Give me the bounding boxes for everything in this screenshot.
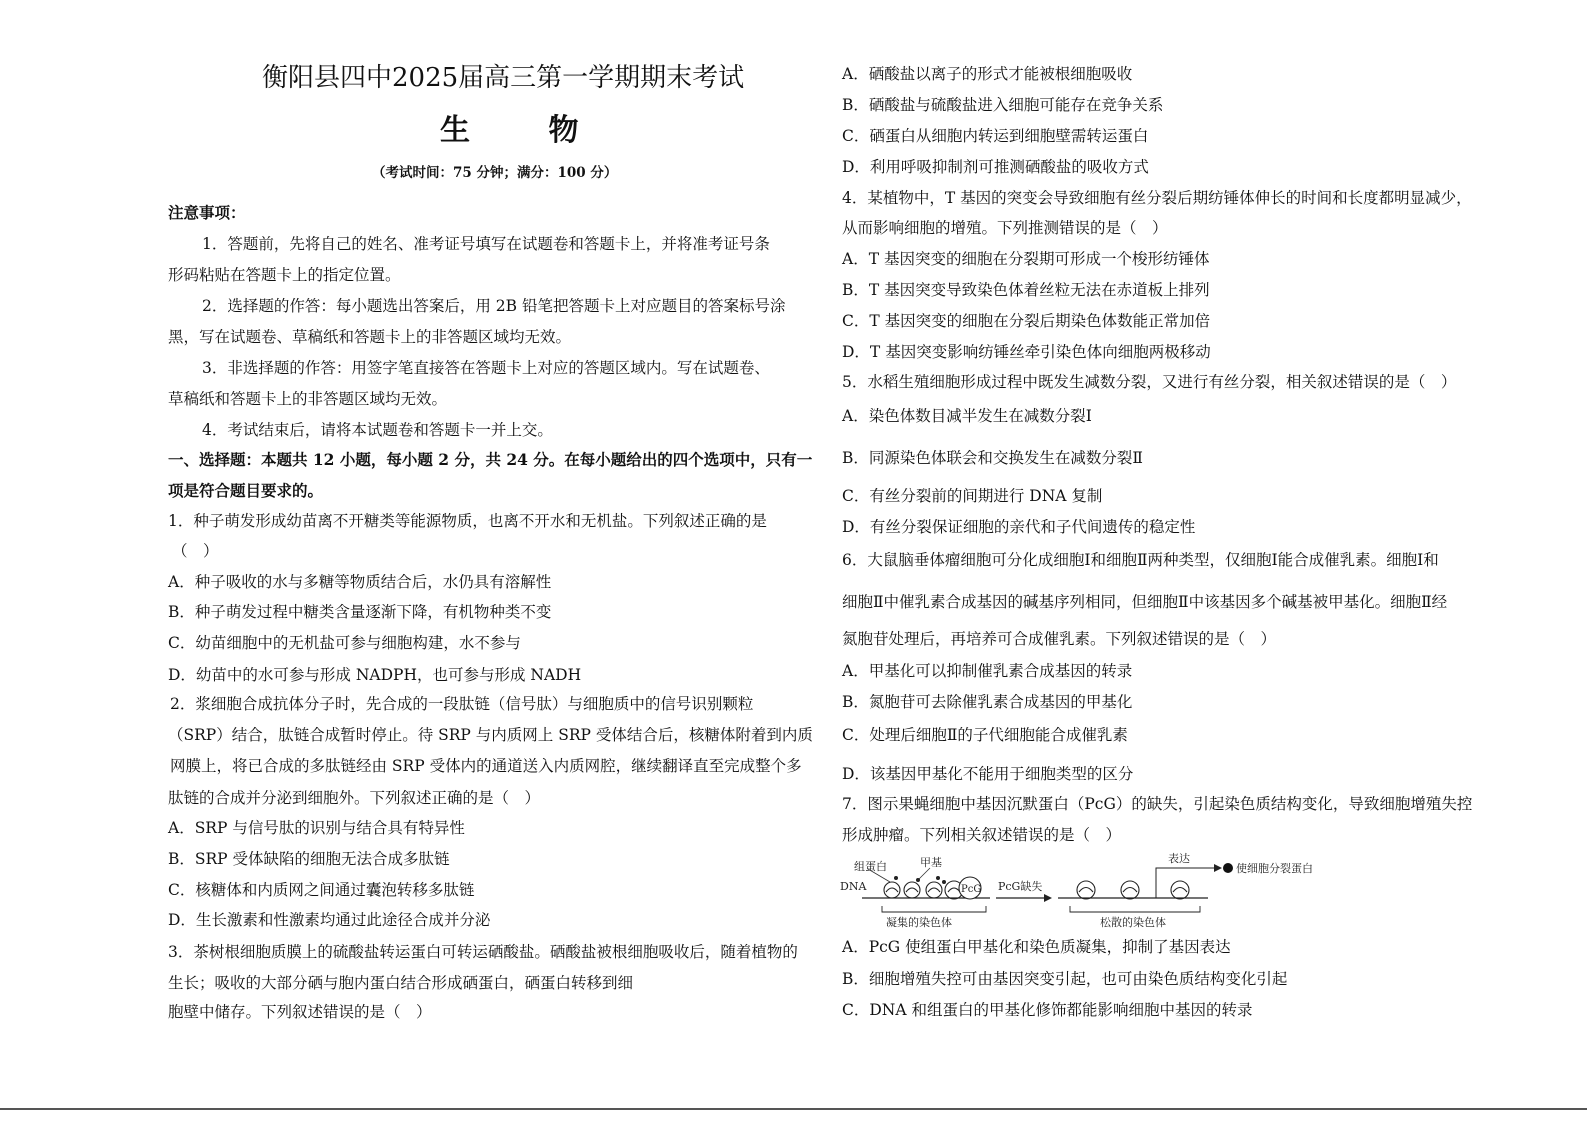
q2-stem-cont: 网膜上，将已合成的多肽链经由 SRP 受体内的通道送入内质网腔，继续翻译直至完成整个多: [170, 757, 802, 775]
exam-title: 衡阳县四中2025届高三第一学期期末考试: [262, 63, 745, 93]
notes-line: 黑，写在试题卷、草稿纸和答题卡上的非答题区域均无效。: [168, 328, 572, 346]
subject-title: 生 物: [440, 113, 613, 148]
q2-option-b: B．SRP 受体缺陷的细胞无法合成多肽链: [168, 850, 450, 868]
q3-option-d: D．利用呼吸抑制剂可推测硒酸盐的吸收方式: [842, 158, 1149, 176]
notes-line: 4．考试结束后，请将本试题卷和答题卡一并上交。: [202, 421, 553, 439]
q7-option-b: B．细胞增殖失控可由基因突变引起，也可由染色质结构变化引起: [842, 970, 1288, 988]
q7-option-a: A．PcG 使组蛋白甲基化和染色质凝集，抑制了基因表达: [842, 938, 1231, 956]
q7-stem-cont: 形成肿瘤。下列相关叙述错误的是（ ）: [842, 826, 1122, 844]
q5-option-c: C．有丝分裂前的间期进行 DNA 复制: [842, 487, 1103, 505]
q5-option-d: D．有丝分裂保证细胞的亲代和子代间遗传的稳定性: [842, 518, 1196, 536]
section-heading: 一、选择题：本题共 12 小题，每小题 2 分，共 24 分。在每小题给出的四个选项中，只有一: [168, 450, 813, 469]
q1-stem: 1．种子萌发形成幼苗离不开糖类等能源物质，也离不开水和无机盐。下列叙述正确的是: [168, 512, 767, 530]
q6-option-d: D．该基因甲基化不能用于细胞类型的区分: [842, 765, 1134, 783]
q3-option-c: C．硒蛋白从细胞内转运到细胞壁需转运蛋白: [842, 127, 1149, 145]
notes-line: 3．非选择题的作答：用签字笔直接答在答题卡上对应的答题区域内。写在试题卷、: [202, 359, 770, 377]
q3-stem-cont: 生长；吸收的大部分硒与胞内蛋白结合形成硒蛋白，硒蛋白转移到细: [168, 974, 634, 992]
fig-label-arrow: PcG缺失: [998, 880, 1043, 893]
fig-label-product: 使细胞分裂蛋白: [1236, 862, 1313, 875]
q1-stem-cont: （ ）: [172, 542, 219, 560]
q4-stem: 4．某植物中，T 基因的突变会导致细胞有丝分裂后期纺锤体伸长的时间和长度都明显减少，: [842, 189, 1472, 207]
q2-option-c: C．核糖体和内质网之间通过囊泡转移多肽链: [168, 881, 475, 899]
fig-label-histone: 组蛋白: [854, 860, 887, 873]
q6-stem-cont: 氮胞苷处理后，再培养可合成催乳素。下列叙述错误的是（ ）: [842, 630, 1277, 648]
q5-option-b: B．同源染色体联会和交换发生在减数分裂Ⅱ: [842, 449, 1143, 467]
q6-stem-cont: 细胞Ⅱ中催乳素合成基因的碱基序列相同，但细胞Ⅱ中该基因多个碱基被甲基化。细胞Ⅱ经: [842, 593, 1448, 611]
q4-option-a: A．T 基因突变的细胞在分裂期可形成一个梭形纺锤体: [842, 250, 1210, 268]
q6-option-b: B．氮胞苷可去除催乳素合成基因的甲基化: [842, 693, 1133, 711]
q2-option-a: A．SRP 与信号肽的识别与结合具有特异性: [168, 819, 465, 837]
fig-label-methyl: 甲基: [920, 856, 942, 869]
q2-stem-cont: （SRP）结合，肽链合成暂时停止。待 SRP 与内质网上 SRP 受体结合后，核糖体附着到内质: [168, 726, 813, 744]
q6-option-c: C．处理后细胞Ⅱ的子代细胞能合成催乳素: [842, 726, 1128, 744]
notes-heading: 注意事项：: [168, 203, 246, 222]
q4-option-c: C．T 基因突变的细胞在分裂后期染色体数能正常加倍: [842, 312, 1211, 330]
q1-option-a: A．种子吸收的水与多糖等物质结合后，水仍具有溶解性: [168, 573, 552, 591]
q4-option-b: B．T 基因突变导致染色体着丝粒无法在赤道板上排列: [842, 281, 1210, 299]
q2-stem: 2．浆细胞合成抗体分子时，先合成的一段肽链（信号肽）与细胞质中的信号识别颗粒: [170, 695, 754, 713]
q1-option-c: C．幼苗细胞中的无机盐可参与细胞构建，水不参与: [168, 634, 521, 652]
notes-line: 2．选择题的作答：每小题选出答案后，用 2B 铅笔把答题卡上对应题目的答案标号涂: [202, 297, 786, 315]
q2-option-d: D．生长激素和性激素均通过此途径合成并分泌: [168, 911, 491, 929]
fig-label-expression: 表达: [1168, 852, 1190, 865]
q5-stem: 5．水稻生殖细胞形成过程中既发生减数分裂，又进行有丝分裂，相关叙述错误的是（ ）: [842, 373, 1457, 391]
q3-stem-cont: 胞壁中储存。下列叙述错误的是（ ）: [168, 1003, 432, 1021]
q3-option-a: A．硒酸盐以离子的形式才能被根细胞吸收: [842, 65, 1133, 83]
q4-option-d: D．T 基因突变影响纺锤丝牵引染色体向细胞两极移动: [842, 343, 1211, 361]
notes-line: 1．答题前，先将自己的姓名、准考证号填写在试题卷和答题卡上，并将准考证号条: [202, 235, 770, 253]
chromatin-figure: [838, 852, 1328, 932]
fig-label-pcg: PcG: [961, 884, 982, 895]
section-heading-cont: 项是符合题目要求的。: [168, 481, 324, 500]
notes-line: 形码粘贴在答题卡上的指定位置。: [168, 266, 401, 284]
q2-stem-cont: 肽链的合成并分泌到细胞外。下列叙述正确的是（ ）: [168, 789, 541, 807]
fig-label-dna: DNA: [840, 880, 867, 893]
fig-label-condensed: 凝集的染色体: [886, 916, 952, 929]
q6-option-a: A．甲基化可以抑制催乳素合成基因的转录: [842, 662, 1133, 680]
nucleosome-loose-icon: [1077, 881, 1189, 899]
q3-stem: 3．茶树根细胞质膜上的硫酸盐转运蛋白可转运硒酸盐。硒酸盐被根细胞吸收后，随着植物的: [168, 943, 798, 961]
q1-option-b: B．种子萌发过程中糖类含量逐渐下降，有机物种类不变: [168, 603, 552, 621]
protein-dot-icon: [1223, 863, 1233, 873]
bottom-rule: [0, 1108, 1587, 1110]
arrow-right-icon: [1044, 894, 1052, 902]
q4-stem-cont: 从而影响细胞的增殖。下列推测错误的是（ ）: [842, 219, 1168, 237]
q7-stem: 7．图示果蝇细胞中基因沉默蛋白（PcG）的缺失，引起染色质结构变化，导致细胞增殖失控: [842, 795, 1473, 813]
q6-stem: 6．大鼠脑垂体瘤细胞可分化成细胞Ⅰ和细胞Ⅱ两种类型，仅细胞Ⅰ能合成催乳素。细胞Ⅰ和: [842, 551, 1439, 569]
fig-label-loose: 松散的染色体: [1100, 916, 1166, 929]
q3-option-b: B．硒酸盐与硫酸盐进入细胞可能存在竞争关系: [842, 96, 1164, 114]
q5-option-a: A．染色体数目减半发生在减数分裂Ⅰ: [842, 407, 1092, 425]
nucleosome-icon: [884, 881, 963, 899]
q1-option-d: D．幼苗中的水可参与形成 NADPH，也可参与形成 NADH: [168, 666, 582, 684]
notes-line: 草稿纸和答题卡上的非答题区域均无效。: [168, 390, 448, 408]
q7-option-c: C．DNA 和组蛋白的甲基化修饰都能影响细胞中基因的转录: [842, 1001, 1253, 1019]
exam-info: （考试时间：75 分钟；满分：100 分）: [372, 165, 618, 181]
